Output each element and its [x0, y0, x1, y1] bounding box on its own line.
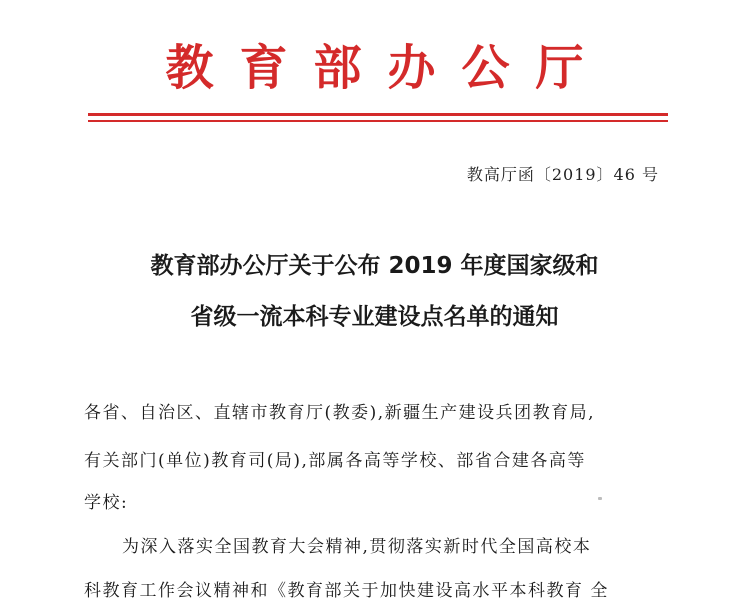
paragraph-line-2: 科教育工作会议精神和《教育部关于加快建设高水平本科教育 全: [84, 581, 609, 601]
addressee-line-2: 有关部门(单位)教育司(局),部属各高等学校、部省合建各高等: [84, 451, 586, 471]
red-rule-thick: [88, 113, 668, 116]
paragraph-line-1: 为深入落实全国教育大会精神,贯彻落实新时代全国高校本: [122, 537, 592, 557]
title-line-1: 教育部办公厅关于公布 2019 年度国家级和: [150, 253, 599, 279]
masthead: 教育部办公厅: [165, 40, 610, 96]
addressee-line-1: 各省、自治区、直辖市教育厅(教委),新疆生产建设兵团教育局,: [84, 403, 596, 423]
title-line-2: 省级一流本科专业建设点名单的通知: [190, 304, 559, 330]
scan-speck: [598, 497, 602, 500]
addressee-line-3: 学校:: [84, 493, 129, 513]
red-rule-thin: [88, 120, 668, 122]
document-number: 教高厅函〔2019〕46 号: [466, 165, 659, 184]
